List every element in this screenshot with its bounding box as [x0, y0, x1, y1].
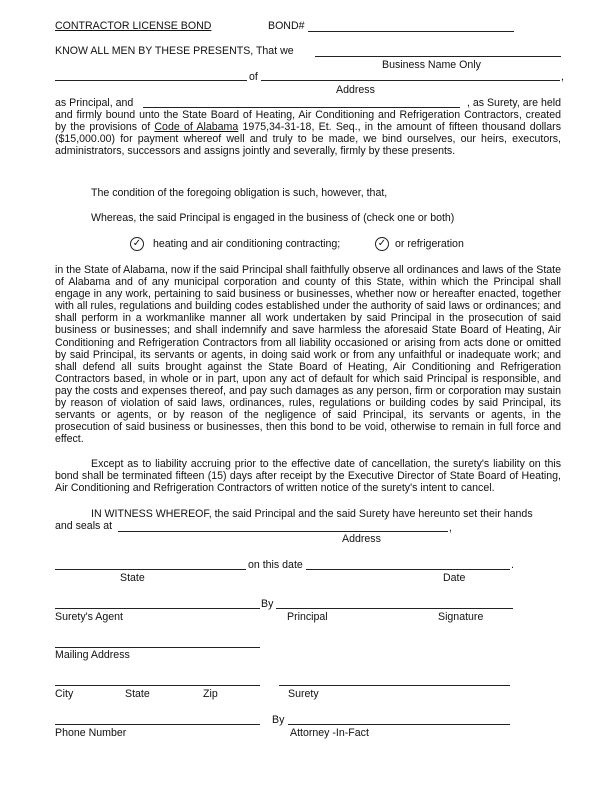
refrigeration-option-label: or refrigeration: [394, 237, 464, 250]
business-address-field[interactable]: [261, 80, 560, 81]
address-caption: Address: [336, 84, 375, 96]
phone-number-caption: Phone Number: [55, 727, 127, 739]
business-name-caption: Business Name Only: [382, 59, 481, 71]
cancellation-paragraph: Except as to liability accruing prior to the effective date of cancellation, the surety's liability on this bond shall be terminated fifteen (15) days after receipt by the Executive Director of State Board of Heating, Air Conditioning and Refrigeration Contractors of written notice of the surety's intent to cancel.: [55, 458, 561, 495]
principal-signature-field[interactable]: [276, 608, 513, 609]
city-caption: City: [55, 688, 74, 700]
phone-number-field[interactable]: [55, 724, 260, 725]
obligation-text: and firmly bound unto the State Board of Heating, Air Conditioning and Refrigeration Contractors, created by the provisions of: [55, 109, 561, 134]
attorney-in-fact-caption: Attorney -In-Fact: [290, 727, 369, 739]
refrigeration-checkmark-icon[interactable]: ✓: [375, 237, 389, 251]
by-label-attorney: By: [272, 714, 285, 726]
business-name-field[interactable]: [315, 56, 561, 57]
as-principal-text: as Principal, and: [55, 97, 134, 109]
attorney-in-fact-field[interactable]: [288, 724, 510, 725]
code-of-alabama-reference: Code of Alabama: [154, 121, 239, 134]
principal-caption: Principal: [287, 611, 328, 623]
of-label: of: [249, 71, 258, 83]
mailing-address-field[interactable]: [55, 647, 260, 648]
heating-checkmark-icon[interactable]: ✓: [130, 237, 144, 251]
state-field[interactable]: [55, 569, 246, 570]
by-label-principal: By: [261, 598, 274, 610]
witness-address-caption: Address: [342, 533, 381, 545]
date-field[interactable]: [306, 569, 510, 570]
state-caption: State: [120, 572, 145, 584]
mailing-address-caption: Mailing Address: [55, 649, 130, 661]
on-this-date-text: on this date: [248, 559, 303, 571]
suretys-agent-field[interactable]: [55, 608, 260, 609]
address-comma: ,: [561, 71, 564, 83]
city-state-zip-field[interactable]: [55, 685, 260, 686]
heating-option[interactable]: [130, 237, 340, 251]
bond-number-label: BOND#: [268, 20, 305, 32]
refrigeration-option[interactable]: [375, 237, 464, 251]
know-all-men-text: KNOW ALL MEN BY THESE PRESENTS, That we: [55, 45, 294, 57]
bond-obligation-paragraph: [55, 109, 561, 157]
obligation-text-rest: 1975,34-31-18, Et. Seq., in the amount of fifteen thousand dollars ($15,000.00) for payment whereof well and truly to be made, we bind ourselves, our heirs, executors, administrators, successors and assigns jointly and severally, firmly by these presents.: [55, 121, 562, 158]
heating-option-label: heating and air conditioning contracting;: [152, 237, 341, 250]
suretys-agent-caption: Surety's Agent: [55, 611, 123, 623]
business-name-continued-field[interactable]: [55, 80, 247, 81]
conditions-paragraph: in the State of Alabama, now if the said Principal shall faithfully observe all ordinances and laws of the State of Alabama and of any municipal corporation and county of this State, within which the Principal shall engage in any work, pertaining to said business or businesses, whether now or hereafter enacted, together with all rules, regulations and building codes established under the authority of said laws or ordinances; and shall perform in a workmanlike manner all work undertaken by said Principal in the prosecution of said business or businesses; and shall indemnify and save harmless the aforesaid State Board of Heating, Air Conditioning and Refrigeration Contractors from all liability occasioned or arising from acts done or omitted by said Principal, its servants or agents, in doing said work or from any unfaithful or inadequate work; and shall defend all suits brought against the State Board of Heating, Air Conditioning and Refrigeration Contractors based, in whole or in part, upon any act of default for which said Principal is responsible, and pay the costs and expenses thereof, and pay such damages as any person, firm or corporation may sustain by reason of violation of said laws, ordinances, rules, regulations or building codes by said Principal, its servants or agents, or by reason of the negligence of said Principal, its servants or agents, in the prosecution of said business or businesses, then this bond to be void, otherwise to remain in full force and effect.: [55, 264, 561, 446]
date-caption: Date: [443, 572, 466, 584]
as-surety-text: , as Surety, are held: [466, 97, 561, 109]
witness-address-comma: ,: [449, 522, 452, 534]
zip-caption: Zip: [203, 688, 218, 700]
surety-name-field[interactable]: [143, 107, 460, 108]
state-caption-address: State: [125, 688, 150, 700]
date-period: .: [511, 559, 514, 571]
condition-text: The condition of the foregoing obligation is such, however, that,: [91, 187, 388, 199]
whereas-text: Whereas, the said Principal is engaged in the business of (check one or both): [91, 212, 455, 224]
witness-address-field[interactable]: [118, 531, 448, 532]
surety-field[interactable]: [279, 685, 510, 686]
bond-number-field[interactable]: [308, 31, 514, 32]
form-title: CONTRACTOR LICENSE BOND: [55, 20, 212, 32]
surety-caption: Surety: [288, 688, 319, 700]
signature-caption: Signature: [438, 611, 484, 623]
seals-at-text: and seals at: [55, 520, 113, 532]
witness-text: IN WITNESS WHEREOF, the said Principal and the said Surety have hereunto set their hands: [91, 508, 533, 520]
